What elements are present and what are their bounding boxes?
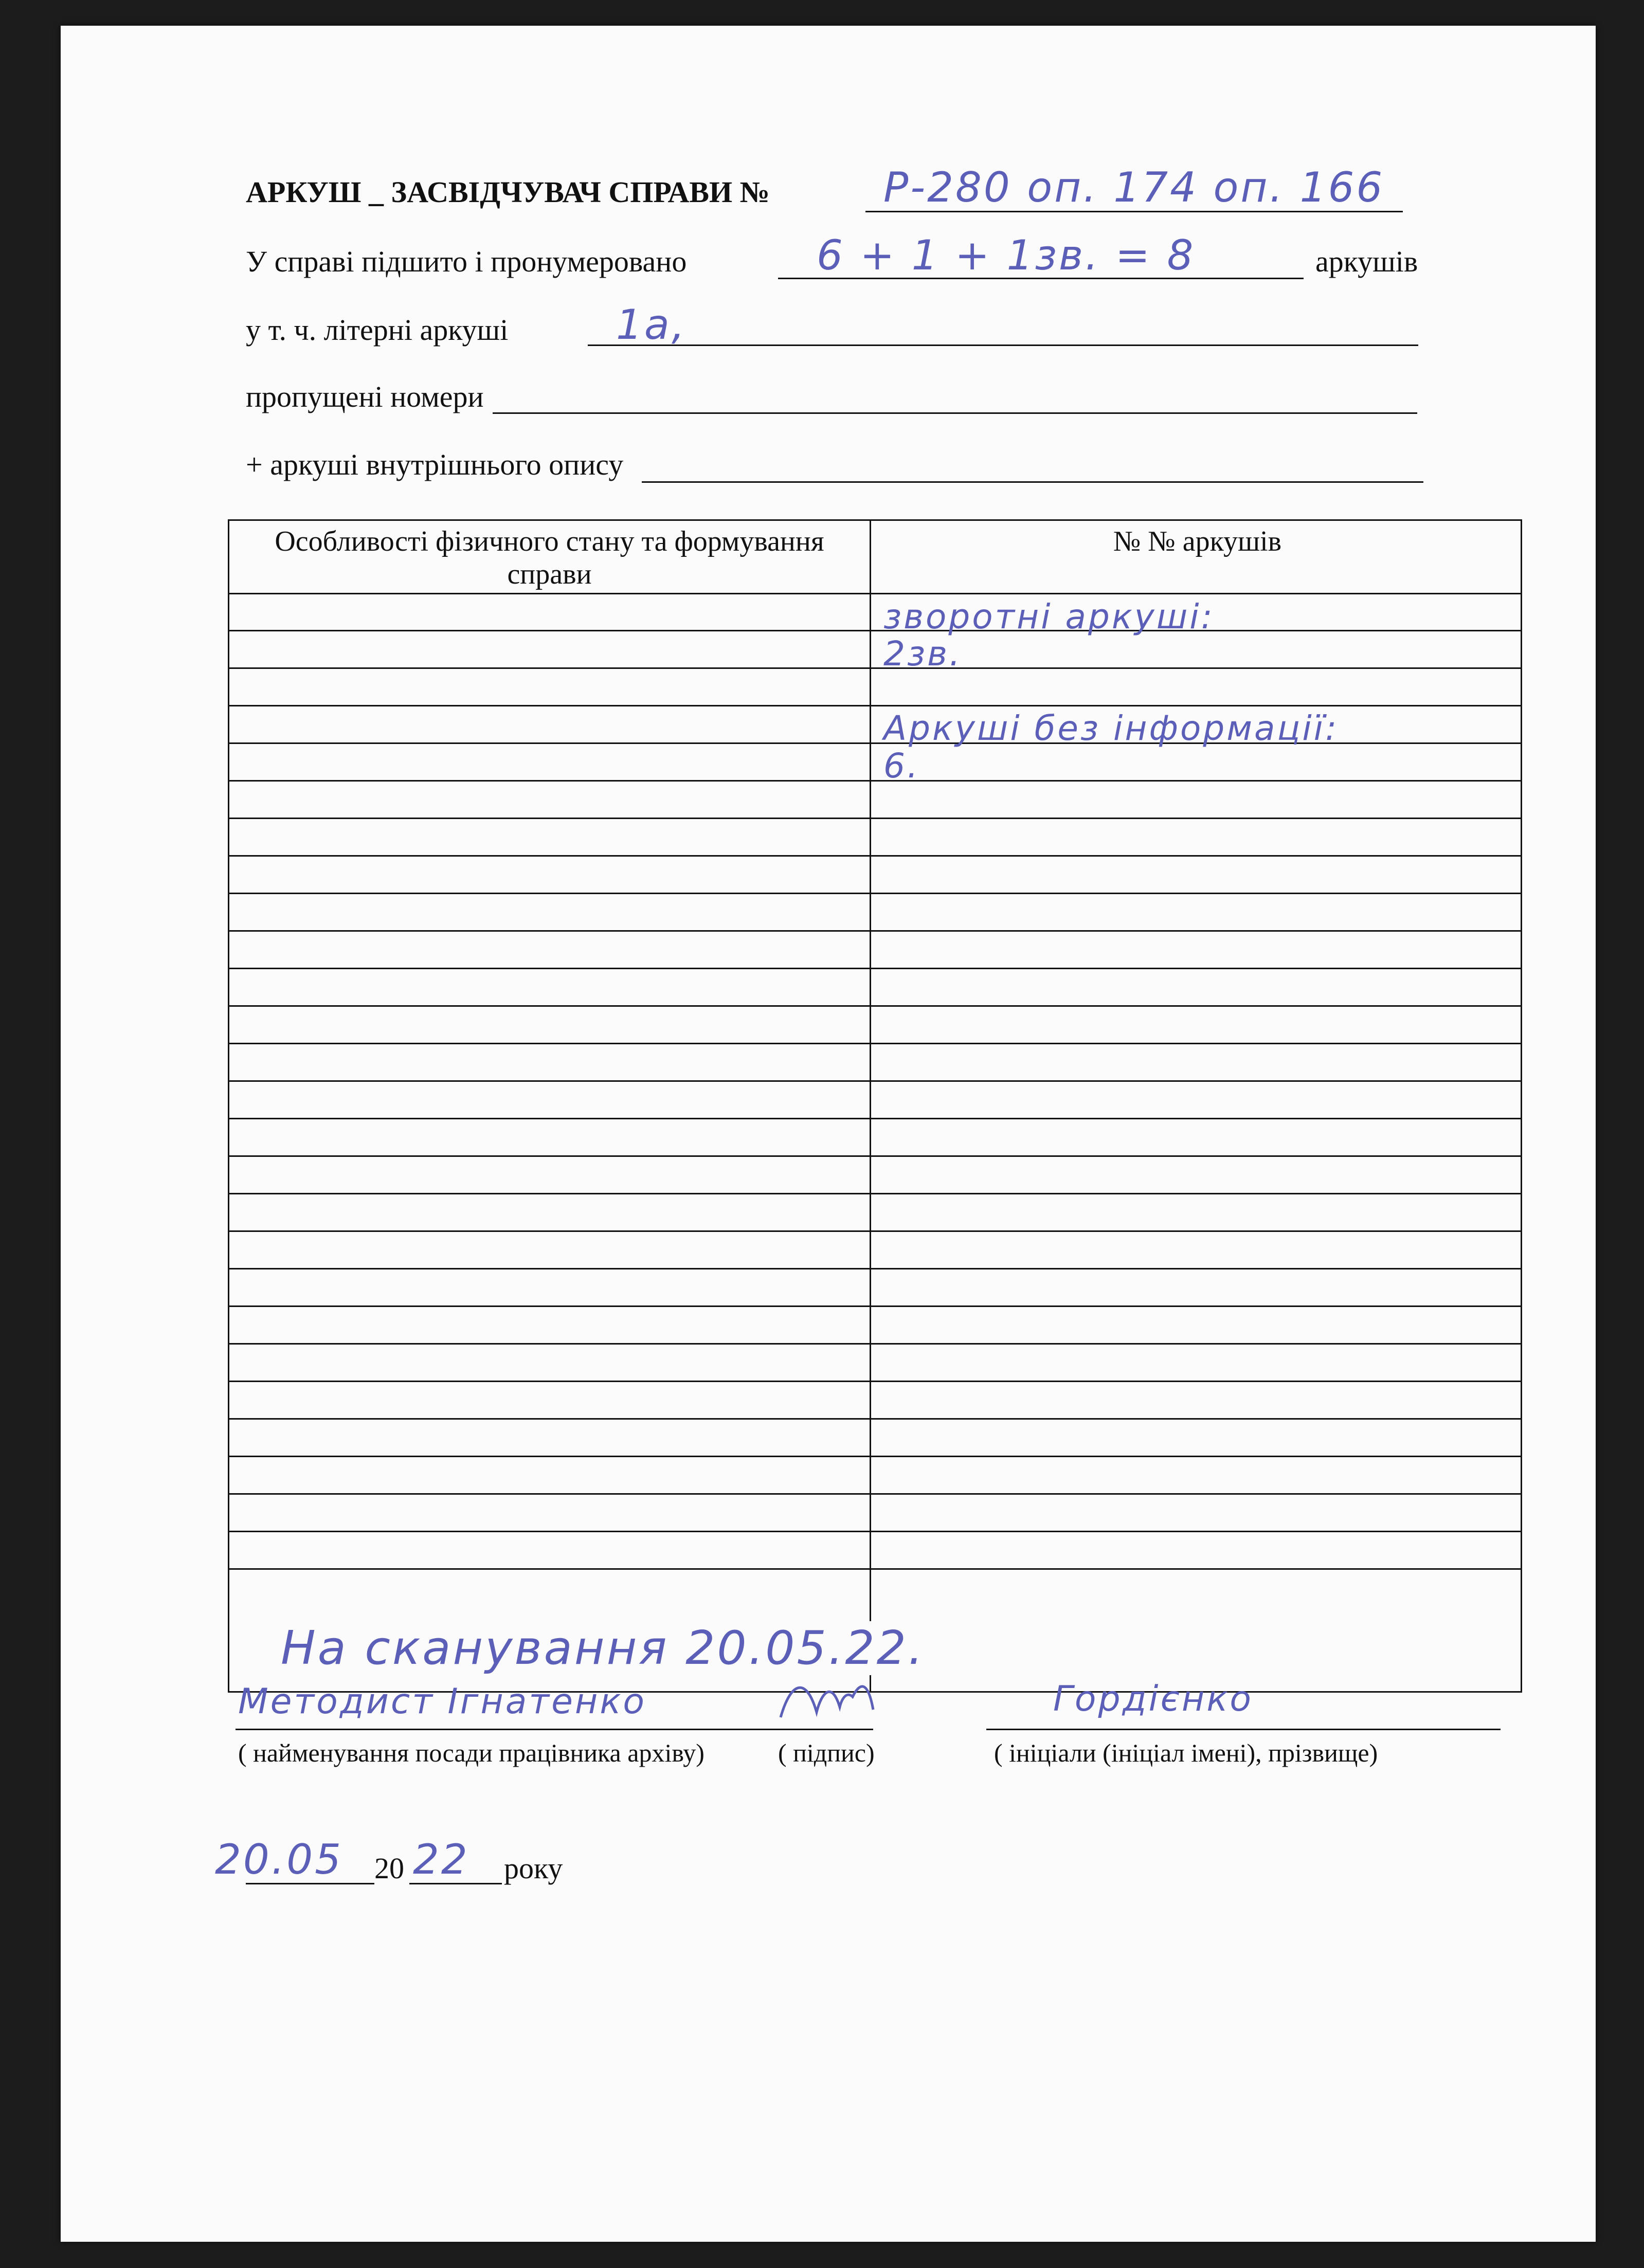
table-row-line <box>229 705 1521 706</box>
table-row-line <box>229 1418 1521 1420</box>
document-page <box>61 26 1596 2242</box>
table-entry: 6. <box>883 746 920 786</box>
table-column-divider <box>870 521 871 1691</box>
letter-sheets-underline <box>588 344 1418 346</box>
table-row-line <box>229 893 1521 894</box>
table-row-line <box>229 1230 1521 1232</box>
position-underline <box>236 1729 793 1730</box>
table-header-condition: Особливості фізичного стану та формування справи <box>275 525 824 590</box>
table-row-line <box>229 1343 1521 1345</box>
table-header-sheet-numbers: № № аркушів <box>1113 525 1282 557</box>
table-entry: 2зв. <box>883 634 962 674</box>
signature-image <box>770 1661 883 1733</box>
table-row-line <box>229 855 1521 857</box>
position-caption: ( найменування посади працівника архіву) <box>238 1738 704 1767</box>
table-row-line <box>229 1268 1521 1269</box>
table-row-line <box>229 1531 1521 1532</box>
table-row-line <box>229 1080 1521 1082</box>
physical-state-table <box>228 519 1522 1693</box>
inventory-label: + аркуші внутрішнього опису <box>246 448 624 481</box>
table-row-line <box>229 1568 1521 1570</box>
name-caption: ( ініціали (ініціал імені), прізвище) <box>994 1738 1378 1767</box>
table-row-line <box>229 818 1521 819</box>
table-row-line <box>229 1456 1521 1457</box>
table-row-line <box>229 1305 1521 1307</box>
sewn-label: У справі підшито і пронумеровано <box>246 245 687 278</box>
date-year-prefix: 20 <box>374 1852 404 1885</box>
letter-sheets-value: 1а, <box>616 301 687 349</box>
table-row-line <box>229 930 1521 932</box>
name-underline <box>986 1729 1501 1730</box>
table-row-line <box>229 1118 1521 1119</box>
table-row-line <box>229 1005 1521 1007</box>
inventory-underline <box>642 481 1423 483</box>
table-row-line <box>229 1493 1521 1495</box>
date-year-word: року <box>504 1852 563 1885</box>
table-entry: зворотні аркуші: <box>883 597 1215 637</box>
date-year-suffix: 22 <box>413 1836 469 1883</box>
letter-sheets-label: у т. ч. літерні аркуші <box>246 313 509 347</box>
table-entry: Аркуші без інформації: <box>883 709 1339 748</box>
position-value: Методист Ігнатенко <box>238 1681 647 1722</box>
table-row-line <box>229 780 1521 782</box>
sewn-value: 6 + 1 + 1зв. = 8 <box>817 231 1196 279</box>
table-row-line <box>229 1155 1521 1157</box>
table-row-line <box>229 968 1521 969</box>
sewn-suffix: аркушів <box>1315 245 1418 278</box>
table-row-line <box>229 630 1521 631</box>
table-row-line <box>229 1193 1521 1194</box>
missing-numbers-label: пропущені номери <box>246 380 484 413</box>
name-value: Гордієнко <box>1053 1679 1254 1719</box>
date-day-value: 20.05 <box>215 1836 344 1883</box>
case-number-value: Р-280 оп. 174 оп. 166 <box>883 164 1385 211</box>
table-row-line <box>229 667 1521 669</box>
table-row-line <box>229 1381 1521 1382</box>
table-row-line <box>229 1043 1521 1044</box>
signature-caption: ( підпис) <box>778 1738 875 1767</box>
missing-numbers-underline <box>493 412 1417 414</box>
page-title: АРКУШ _ ЗАСВІДЧУВАЧ СПРАВИ № <box>246 175 770 209</box>
table-row-line <box>229 593 1521 594</box>
scan-note: На сканування 20.05.22. <box>276 1621 930 1675</box>
